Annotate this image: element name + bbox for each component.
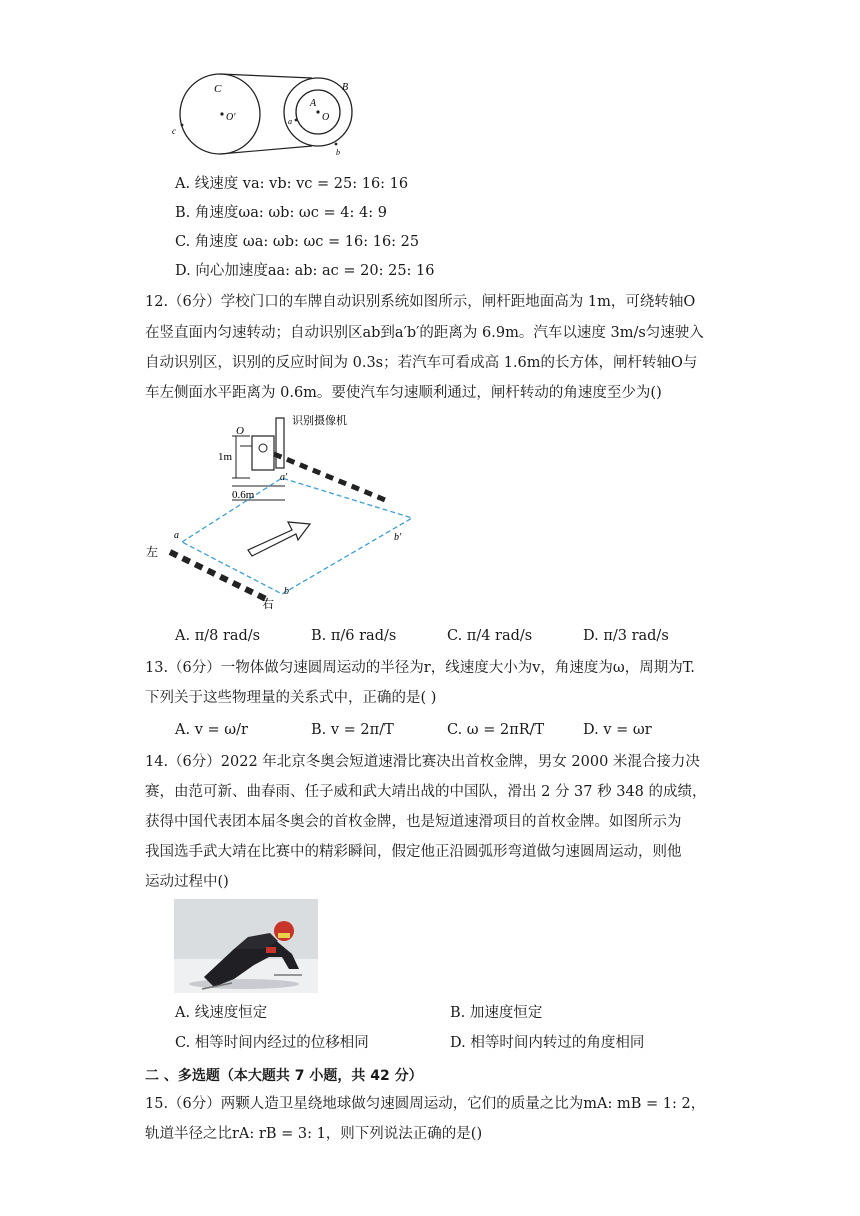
q12-option-c: C. π/4 rad/s	[447, 628, 533, 644]
q12-line-3: 自动识别区，识别的反应时间为 0.3s；若汽车可看成高 1.6m的长方体，闸杆转轴O与	[145, 355, 698, 371]
q14-line-5: 运动过程中()	[145, 874, 229, 890]
q15-line-1: 15.（6分）两颗人造卫星绕地球做匀速圆周运动，它们的质量之比为mA: mB = 1: 2，	[145, 1096, 706, 1112]
q12-option-b: B. π/6 rad/s	[311, 628, 397, 644]
gate-label-right: 右	[262, 597, 275, 610]
gate-figure	[140, 410, 430, 610]
q13-option-b: B. v = 2π/T	[311, 722, 394, 738]
pulley-label-A: A	[310, 98, 317, 109]
gate-height-label: 1m	[218, 451, 233, 463]
skater-photo	[174, 899, 318, 993]
q11-option-c: C. 角速度 ωa: ωb: ωc = 16: 16: 25	[175, 234, 420, 250]
gate-label-left: 左	[146, 545, 159, 559]
pulley-label-c: c	[172, 126, 176, 136]
q14-line-2: 赛，由范可新、曲春雨、任子威和武大靖出战的中国队，滑出 2 分 37 秒 348 的成绩，	[145, 784, 707, 800]
q14-option-d: D. 相等时间内转过的角度相同	[450, 1035, 645, 1051]
gate-label-a: a	[174, 530, 179, 541]
q12-line-1: 12.（6分）学校门口的车牌自动识别系统如图所示，闸杆距地面高为 1m，可绕转轴O	[145, 294, 696, 310]
q11-option-d: D. 向心加速度aa: ab: ac = 20: 25: 16	[175, 263, 435, 279]
q13-option-d: D. v = ωr	[583, 722, 652, 738]
gate-label-b-prime: b'	[394, 532, 402, 543]
q11-option-b: B. 角速度ωa: ωb: ωc = 4: 4: 9	[175, 205, 387, 221]
q11-option-a: A. 线速度 va: vb: vc = 25: 16: 16	[175, 176, 409, 192]
q13-line-2: 下列关于这些物理量的关系式中，正确的是( )	[145, 690, 437, 706]
section-title-multi-choice: 二 、多选题（本大题共 7 小题，共 42 分）	[145, 1068, 423, 1084]
q14-line-1: 14.（6分）2022 年北京冬奥会短道速滑比赛决出首枚金牌，男女 2000 米混合接力决	[145, 754, 700, 770]
pulley-label-C: C	[214, 83, 222, 95]
q12-option-d: D. π/3 rad/s	[583, 628, 669, 644]
gate-label-O: O	[236, 425, 244, 437]
q13-option-c: C. ω = 2πR/T	[447, 722, 545, 738]
pulley-figure	[172, 62, 362, 167]
q12-line-2: 在竖直面内匀速转动；自动识别区ab到a′b′的距离为 6.9m。汽车以速度 3m/s匀速驶入	[145, 325, 704, 341]
q14-line-3: 获得中国代表团本届冬奥会的首枚金牌，也是短道速滑项目的首枚金牌。如图所示为	[145, 814, 682, 830]
q14-line-4: 我国选手武大靖在比赛中的精彩瞬间，假定他正沿圆弧形弯道做匀速圆周运动，则他	[145, 844, 682, 860]
gate-label-a-prime: a'	[280, 472, 288, 483]
q14-option-c: C. 相等时间内经过的位移相同	[175, 1035, 369, 1051]
gate-label-b: b	[284, 586, 289, 597]
pulley-label-B: B	[342, 82, 349, 93]
q14-option-b: B. 加速度恒定	[450, 1005, 543, 1021]
gate-camera-label: 识别摄像机	[292, 415, 347, 427]
q13-option-a: A. v = ω/r	[175, 722, 248, 738]
gate-dist-label: 0.6m	[232, 489, 255, 501]
q15-line-2: 轨道半径之比rA: rB = 3: 1，则下列说法正确的是()	[145, 1126, 483, 1142]
pulley-label-a: a	[288, 117, 292, 126]
q12-line-4: 车左侧面水平距离为 0.6m。要使汽车匀速顺利通过，闸杆转动的角速度至少为()	[145, 385, 662, 401]
pulley-label-O-prime: O'	[226, 112, 236, 123]
pulley-label-b: b	[336, 148, 340, 157]
pulley-label-O: O	[322, 112, 330, 123]
q13-line-1: 13.（6分）一物体做匀速圆周运动的半径为r，线速度大小为v，角速度为ω，周期为T.	[145, 660, 695, 676]
q14-option-a: A. 线速度恒定	[175, 1005, 268, 1021]
q12-option-a: A. π/8 rad/s	[175, 628, 261, 644]
